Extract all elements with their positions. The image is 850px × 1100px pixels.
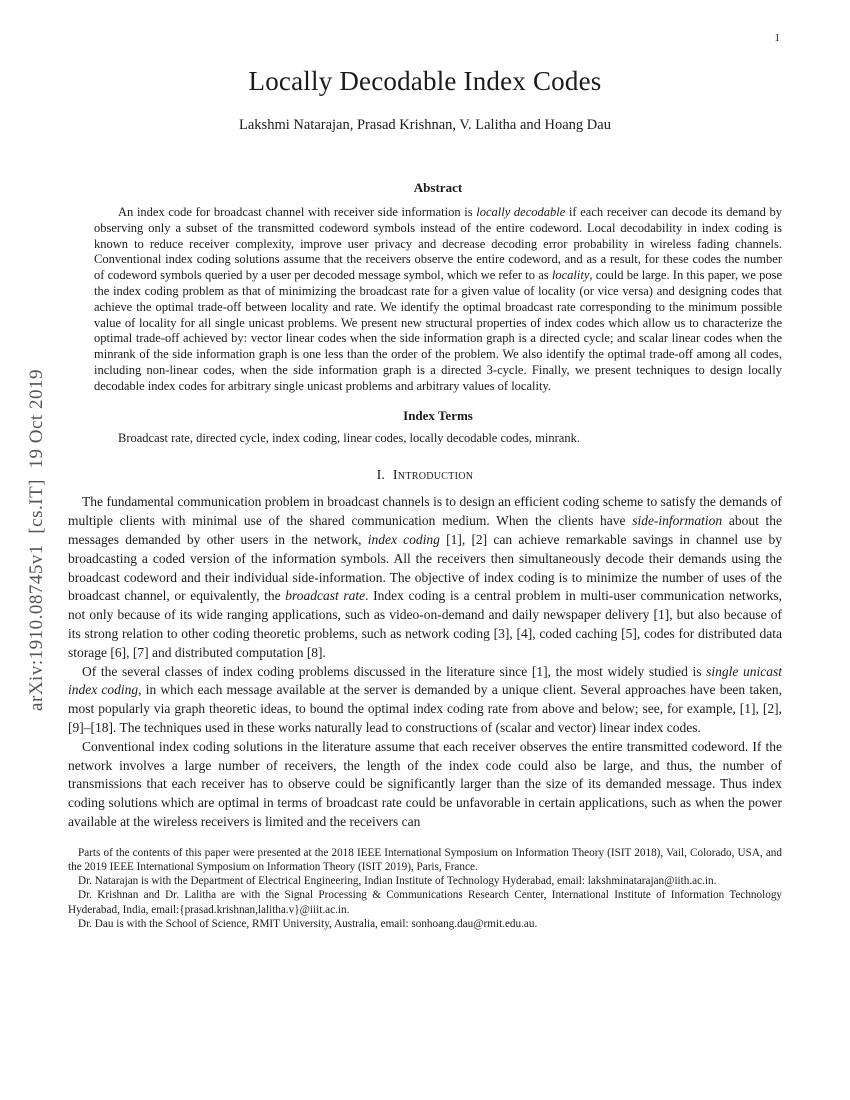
footnote-dau: Dr. Dau is with the School of Science, RMIT University, Australia, email: sonhoang.dau@rmit.edu.au.	[78, 917, 538, 930]
arxiv-watermark: arXiv:1910.08745v1 [cs.IT] 19 Oct 2019	[26, 369, 47, 711]
page-number: 1	[774, 32, 780, 44]
footnote-conference: Parts of the contents of this paper were presented at the 2018 IEEE International Symposium on Information Theory (ISIT 2018), Vail, Colorado, USA, and the 2019 IEEE International Symposium on Information Theory (ISIT 2019), Paris, France.	[68, 846, 782, 873]
footnote-natarajan: Dr. Natarajan is with the Department of Electrical Engineering, Indian Institute of Technology Hyderabad, email: lakshminatarajan@iith.ac.in.	[78, 875, 717, 888]
section-number: I.	[376, 468, 385, 484]
intro-paragraph-1: The fundamental communication problem in broadcast channels is to design an efficient coding scheme to satisfy the demands of multiple clients with minimal use of the shared communication medium. When the clients have side-information about the messages demanded by other users in the network, index coding [1], [2] can achieve remarkable savings in channel use by broadcasting a coded version of the information symbols. All the receivers then simultaneously decode their demands using the broadcast codeword and their individual side-information. The objective of index coding is to minimize the number of uses of the broadcast channel, or equivalently, the broadcast rate. Index coding is a central problem in multi-user communication networks, not only because of its wide ranging applications, such as video-on-demand and daily newspaper delivery [1], but also because of its strong relation to other coding theoretic problems, such as network coding [3], [4], coded caching [5], codes for distributed data storage [6], [7] and distributed computation [8].	[68, 494, 782, 660]
intro-paragraph-2: Of the several classes of index coding problems discussed in the literature since [1], the most widely studied is single unicast index coding, in which each message available at the server is demanded by a unique client. Several approaches have been taken, most popularly via graph theoretic ideas, to bound the optimal index coding rate from above and below; see, for example, [1], [2], [9]–[18]. The techniques used in these works naturally lead to constructions of (scalar and vector) linear index codes.	[68, 663, 782, 735]
footnote-block	[68, 846, 782, 931]
intro-paragraph-3: Conventional index coding solutions in the literature assume that each receiver observes the entire transmitted codeword. If the network involves a large number of receivers, the length of the index code could also be large, and thus, the number of transmissions that each receiver has to observe could be significantly larger than the size of its demanded message. Thus index coding solutions which are optimal in terms of broadcast rate could be unfavorable in certain applications, such as when the power available at the wireless receivers is limited and the receivers can	[68, 738, 782, 829]
abstract-heading: Abstract	[413, 180, 463, 195]
section-heading-introduction	[68, 468, 782, 484]
paper-title: Locally Decodable Index Codes	[248, 66, 602, 96]
index-terms-heading: Index Terms	[403, 407, 473, 423]
paper-authors: Lakshmi Natarajan, Prasad Krishnan, V. Lalitha and Hoang Dau	[239, 117, 611, 133]
section-title: Introduction	[392, 468, 474, 484]
footnote-krishnan-lalitha: Dr. Krishnan and Dr. Lalitha are with the Signal Processing & Communications Research Center, International Institute of Information Technology Hyderabad, India, email:{prasad.krishnan,lalitha.v}@iiit.ac.in.	[68, 889, 782, 916]
abstract-block	[94, 180, 782, 446]
index-terms-text: Broadcast rate, directed cycle, index coding, linear codes, locally decodable codes, minrank.	[118, 430, 580, 445]
abstract-text: An index code for broadcast channel with receiver side information is locally decodable if each receiver can decode its demand by observing only a subset of the transmitted codeword symbols instead of the entire codeword. Local decodability in index coding is known to reduce receiver complexity, improve user privacy and decrease decoding error probability in wireless fading channels. Conventional index coding solutions assume that the receivers observe the entire codeword, and as a result, for these codes the number of codeword symbols queried by a user per decoded message symbol, which we refer to as locality, could be large. In this paper, we pose the index coding problem as that of minimizing the broadcast rate for a given value of locality (or vice versa) and designing codes that achieve the optimal trade-off between locality and rate. We identify the optimal broadcast rate corresponding to the minimum possible value of locality for all single unicast problems. We present new structural properties of index codes which allow us to characterize the optimal trade-off achieved by: vector linear codes when the side information graph is a directed cycle; and scalar linear codes when the minrank of the side information graph is one less than the order of the problem. We also identify the optimal trade-off among all codes, including non-linear codes, when the side information graph is a directed 3-cycle. Finally, we present techniques to design locally decodable index codes for arbitrary single unicast problems and arbitrary values of locality.	[94, 205, 782, 393]
